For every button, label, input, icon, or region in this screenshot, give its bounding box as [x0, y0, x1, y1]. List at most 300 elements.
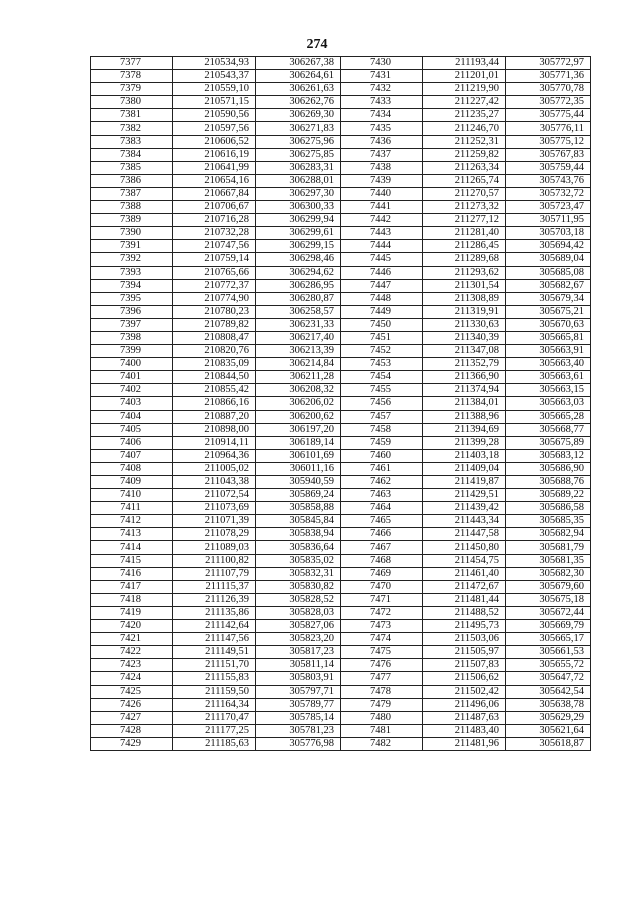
x-right-cell: 211419,87: [423, 476, 506, 489]
y-right-cell: 305661,53: [506, 646, 591, 659]
x-right-cell: 211450,80: [423, 541, 506, 554]
point-number-left-cell: 7409: [91, 476, 173, 489]
point-number-left-cell: 7405: [91, 423, 173, 436]
point-number-left-cell: 7404: [91, 410, 173, 423]
y-right-cell: 305621,64: [506, 724, 591, 737]
y-left-cell: 306283,31: [256, 161, 341, 174]
point-number-left-cell: 7384: [91, 148, 173, 161]
point-number-right-cell: 7481: [341, 724, 423, 737]
x-right-cell: 211330,63: [423, 318, 506, 331]
point-number-left-cell: 7414: [91, 541, 173, 554]
table-row: [91, 633, 591, 646]
table-row: [91, 410, 591, 423]
point-number-left-cell: 7416: [91, 567, 173, 580]
y-left-cell: 305811,14: [256, 659, 341, 672]
y-right-cell: 305679,34: [506, 292, 591, 305]
x-right-cell: 211366,90: [423, 371, 506, 384]
x-left-cell: 210774,90: [173, 292, 256, 305]
y-left-cell: 305832,31: [256, 567, 341, 580]
y-right-cell: 305732,72: [506, 187, 591, 200]
x-left-cell: 211151,70: [173, 659, 256, 672]
x-left-cell: 210571,15: [173, 96, 256, 109]
y-right-cell: 305663,61: [506, 371, 591, 384]
point-number-right-cell: 7479: [341, 698, 423, 711]
x-left-cell: 210597,56: [173, 122, 256, 135]
point-number-left-cell: 7417: [91, 580, 173, 593]
point-number-right-cell: 7447: [341, 279, 423, 292]
point-number-left-cell: 7412: [91, 515, 173, 528]
x-left-cell: 211005,02: [173, 462, 256, 475]
y-left-cell: 305789,77: [256, 698, 341, 711]
point-number-right-cell: 7473: [341, 620, 423, 633]
table-row: [91, 227, 591, 240]
x-right-cell: 211454,75: [423, 554, 506, 567]
x-left-cell: 210844,50: [173, 371, 256, 384]
point-number-right-cell: 7435: [341, 122, 423, 135]
x-left-cell: 210606,52: [173, 135, 256, 148]
x-right-cell: 211388,96: [423, 410, 506, 423]
x-right-cell: 211495,73: [423, 620, 506, 633]
x-right-cell: 211488,52: [423, 606, 506, 619]
x-left-cell: 211126,39: [173, 593, 256, 606]
point-number-left-cell: 7410: [91, 489, 173, 502]
y-left-cell: 306286,95: [256, 279, 341, 292]
point-number-left-cell: 7403: [91, 397, 173, 410]
table-row: [91, 724, 591, 737]
point-number-left-cell: 7429: [91, 737, 173, 750]
point-number-right-cell: 7472: [341, 606, 423, 619]
x-left-cell: 210772,37: [173, 279, 256, 292]
x-left-cell: 211135,86: [173, 606, 256, 619]
point-number-left-cell: 7393: [91, 266, 173, 279]
point-number-left-cell: 7391: [91, 240, 173, 253]
y-right-cell: 305681,79: [506, 541, 591, 554]
point-number-left-cell: 7395: [91, 292, 173, 305]
y-right-cell: 305679,60: [506, 580, 591, 593]
y-right-cell: 305772,97: [506, 57, 591, 70]
y-right-cell: 305665,17: [506, 633, 591, 646]
point-number-left-cell: 7377: [91, 57, 173, 70]
point-number-right-cell: 7460: [341, 449, 423, 462]
x-left-cell: 211185,63: [173, 737, 256, 750]
table-row: [91, 502, 591, 515]
point-number-left-cell: 7382: [91, 122, 173, 135]
table-row: [91, 515, 591, 528]
y-right-cell: 305703,18: [506, 227, 591, 240]
x-right-cell: 211384,01: [423, 397, 506, 410]
point-number-right-cell: 7464: [341, 502, 423, 515]
point-number-right-cell: 7444: [341, 240, 423, 253]
y-right-cell: 305672,44: [506, 606, 591, 619]
y-right-cell: 305682,67: [506, 279, 591, 292]
x-left-cell: 210820,76: [173, 345, 256, 358]
table-row: [91, 148, 591, 161]
coordinates-table: [90, 56, 591, 751]
y-left-cell: 305817,23: [256, 646, 341, 659]
coordinates-table-body: [91, 57, 591, 751]
table-row: [91, 476, 591, 489]
table-row: [91, 240, 591, 253]
x-left-cell: 210765,66: [173, 266, 256, 279]
y-left-cell: 305823,20: [256, 633, 341, 646]
table-row: [91, 646, 591, 659]
point-number-left-cell: 7428: [91, 724, 173, 737]
x-right-cell: 211270,57: [423, 187, 506, 200]
x-left-cell: 211142,64: [173, 620, 256, 633]
y-left-cell: 305828,52: [256, 593, 341, 606]
x-left-cell: 211170,47: [173, 711, 256, 724]
x-right-cell: 211496,06: [423, 698, 506, 711]
x-right-cell: 211293,62: [423, 266, 506, 279]
y-right-cell: 305775,12: [506, 135, 591, 148]
point-number-left-cell: 7396: [91, 305, 173, 318]
x-right-cell: 211340,39: [423, 331, 506, 344]
table-row: [91, 659, 591, 672]
table-row: [91, 462, 591, 475]
point-number-left-cell: 7387: [91, 187, 173, 200]
y-left-cell: 306297,30: [256, 187, 341, 200]
point-number-right-cell: 7452: [341, 345, 423, 358]
point-number-left-cell: 7402: [91, 384, 173, 397]
table-row: [91, 187, 591, 200]
table-row: [91, 528, 591, 541]
y-left-cell: 306213,39: [256, 345, 341, 358]
y-right-cell: 305675,18: [506, 593, 591, 606]
x-right-cell: 211308,89: [423, 292, 506, 305]
y-right-cell: 305618,87: [506, 737, 591, 750]
x-left-cell: 210641,99: [173, 161, 256, 174]
table-row: [91, 358, 591, 371]
x-right-cell: 211487,63: [423, 711, 506, 724]
y-right-cell: 305689,22: [506, 489, 591, 502]
x-right-cell: 211409,04: [423, 462, 506, 475]
table-row: [91, 672, 591, 685]
point-number-right-cell: 7449: [341, 305, 423, 318]
y-left-cell: 305836,64: [256, 541, 341, 554]
table-row: [91, 620, 591, 633]
point-number-right-cell: 7477: [341, 672, 423, 685]
x-left-cell: 210855,42: [173, 384, 256, 397]
x-right-cell: 211374,94: [423, 384, 506, 397]
x-left-cell: 211043,38: [173, 476, 256, 489]
x-right-cell: 211481,96: [423, 737, 506, 750]
point-number-right-cell: 7463: [341, 489, 423, 502]
x-left-cell: 210716,28: [173, 214, 256, 227]
y-left-cell: 305940,59: [256, 476, 341, 489]
table-row: [91, 593, 591, 606]
y-right-cell: 305689,04: [506, 253, 591, 266]
point-number-right-cell: 7440: [341, 187, 423, 200]
x-right-cell: 211399,28: [423, 436, 506, 449]
x-right-cell: 211227,42: [423, 96, 506, 109]
table-row: [91, 201, 591, 214]
point-number-left-cell: 7385: [91, 161, 173, 174]
point-number-right-cell: 7471: [341, 593, 423, 606]
x-left-cell: 210866,16: [173, 397, 256, 410]
point-number-right-cell: 7456: [341, 397, 423, 410]
point-number-right-cell: 7458: [341, 423, 423, 436]
x-left-cell: 211149,51: [173, 646, 256, 659]
y-left-cell: 305781,23: [256, 724, 341, 737]
x-left-cell: 211078,29: [173, 528, 256, 541]
point-number-right-cell: 7431: [341, 70, 423, 83]
point-number-left-cell: 7400: [91, 358, 173, 371]
table-row: [91, 449, 591, 462]
y-right-cell: 305663,91: [506, 345, 591, 358]
x-right-cell: 211286,45: [423, 240, 506, 253]
y-left-cell: 305803,91: [256, 672, 341, 685]
table-row: [91, 606, 591, 619]
point-number-left-cell: 7427: [91, 711, 173, 724]
x-left-cell: 210616,19: [173, 148, 256, 161]
point-number-right-cell: 7442: [341, 214, 423, 227]
x-left-cell: 210759,14: [173, 253, 256, 266]
y-left-cell: 306280,87: [256, 292, 341, 305]
y-right-cell: 305663,15: [506, 384, 591, 397]
y-right-cell: 305665,28: [506, 410, 591, 423]
y-left-cell: 305797,71: [256, 685, 341, 698]
table-row: [91, 345, 591, 358]
table-row: [91, 135, 591, 148]
x-right-cell: 211481,44: [423, 593, 506, 606]
y-right-cell: 305772,35: [506, 96, 591, 109]
y-right-cell: 305681,35: [506, 554, 591, 567]
y-right-cell: 305686,58: [506, 502, 591, 515]
point-number-right-cell: 7470: [341, 580, 423, 593]
point-number-left-cell: 7419: [91, 606, 173, 619]
x-right-cell: 211219,90: [423, 83, 506, 96]
point-number-left-cell: 7407: [91, 449, 173, 462]
y-left-cell: 306101,69: [256, 449, 341, 462]
table-row: [91, 96, 591, 109]
point-number-left-cell: 7390: [91, 227, 173, 240]
y-right-cell: 305663,03: [506, 397, 591, 410]
y-right-cell: 305669,79: [506, 620, 591, 633]
point-number-left-cell: 7425: [91, 685, 173, 698]
y-left-cell: 306011,16: [256, 462, 341, 475]
x-left-cell: 210964,36: [173, 449, 256, 462]
point-number-right-cell: 7434: [341, 109, 423, 122]
x-right-cell: 211259,82: [423, 148, 506, 161]
table-row: [91, 57, 591, 70]
point-number-left-cell: 7398: [91, 331, 173, 344]
point-number-right-cell: 7443: [341, 227, 423, 240]
x-left-cell: 211115,37: [173, 580, 256, 593]
y-left-cell: 306264,61: [256, 70, 341, 83]
x-left-cell: 210732,28: [173, 227, 256, 240]
table-row: [91, 685, 591, 698]
y-left-cell: 306258,57: [256, 305, 341, 318]
x-right-cell: 211443,34: [423, 515, 506, 528]
y-left-cell: 306267,38: [256, 57, 341, 70]
x-left-cell: 211164,34: [173, 698, 256, 711]
x-right-cell: 211252,31: [423, 135, 506, 148]
x-right-cell: 211502,42: [423, 685, 506, 698]
point-number-left-cell: 7401: [91, 371, 173, 384]
point-number-right-cell: 7457: [341, 410, 423, 423]
y-right-cell: 305688,76: [506, 476, 591, 489]
point-number-left-cell: 7399: [91, 345, 173, 358]
y-left-cell: 306300,33: [256, 201, 341, 214]
x-left-cell: 210654,16: [173, 174, 256, 187]
point-number-left-cell: 7383: [91, 135, 173, 148]
y-left-cell: 306299,61: [256, 227, 341, 240]
y-right-cell: 305638,78: [506, 698, 591, 711]
y-right-cell: 305682,30: [506, 567, 591, 580]
point-number-left-cell: 7408: [91, 462, 173, 475]
x-right-cell: 211265,74: [423, 174, 506, 187]
point-number-right-cell: 7438: [341, 161, 423, 174]
point-number-left-cell: 7381: [91, 109, 173, 122]
table-row: [91, 331, 591, 344]
point-number-left-cell: 7411: [91, 502, 173, 515]
x-left-cell: 211089,03: [173, 541, 256, 554]
y-left-cell: 305830,82: [256, 580, 341, 593]
y-left-cell: 306197,20: [256, 423, 341, 436]
y-right-cell: 305775,44: [506, 109, 591, 122]
point-number-left-cell: 7397: [91, 318, 173, 331]
point-number-right-cell: 7474: [341, 633, 423, 646]
point-number-left-cell: 7394: [91, 279, 173, 292]
point-number-right-cell: 7451: [341, 331, 423, 344]
table-row: [91, 541, 591, 554]
x-right-cell: 211352,79: [423, 358, 506, 371]
x-left-cell: 211100,82: [173, 554, 256, 567]
point-number-right-cell: 7480: [341, 711, 423, 724]
point-number-right-cell: 7430: [341, 57, 423, 70]
x-right-cell: 211507,83: [423, 659, 506, 672]
y-left-cell: 306200,62: [256, 410, 341, 423]
x-right-cell: 211439,42: [423, 502, 506, 515]
table-row: [91, 737, 591, 750]
point-number-left-cell: 7413: [91, 528, 173, 541]
y-right-cell: 305655,72: [506, 659, 591, 672]
point-number-left-cell: 7418: [91, 593, 173, 606]
y-right-cell: 305663,40: [506, 358, 591, 371]
y-left-cell: 305838,94: [256, 528, 341, 541]
y-right-cell: 305723,47: [506, 201, 591, 214]
y-left-cell: 305827,06: [256, 620, 341, 633]
x-right-cell: 211319,91: [423, 305, 506, 318]
x-left-cell: 210590,56: [173, 109, 256, 122]
x-right-cell: 211503,06: [423, 633, 506, 646]
table-row: [91, 397, 591, 410]
y-left-cell: 306288,01: [256, 174, 341, 187]
y-left-cell: 305858,88: [256, 502, 341, 515]
point-number-right-cell: 7465: [341, 515, 423, 528]
point-number-right-cell: 7437: [341, 148, 423, 161]
point-number-right-cell: 7436: [341, 135, 423, 148]
point-number-right-cell: 7453: [341, 358, 423, 371]
table-row: [91, 305, 591, 318]
table-row: [91, 711, 591, 724]
y-left-cell: 306262,76: [256, 96, 341, 109]
x-left-cell: 211147,56: [173, 633, 256, 646]
x-left-cell: 210747,56: [173, 240, 256, 253]
x-left-cell: 211177,25: [173, 724, 256, 737]
y-left-cell: 306275,85: [256, 148, 341, 161]
y-right-cell: 305685,08: [506, 266, 591, 279]
x-right-cell: 211394,69: [423, 423, 506, 436]
y-left-cell: 305828,03: [256, 606, 341, 619]
point-number-left-cell: 7392: [91, 253, 173, 266]
x-left-cell: 210789,82: [173, 318, 256, 331]
table-row: [91, 214, 591, 227]
point-number-right-cell: 7476: [341, 659, 423, 672]
y-right-cell: 305767,83: [506, 148, 591, 161]
y-right-cell: 305683,12: [506, 449, 591, 462]
point-number-right-cell: 7446: [341, 266, 423, 279]
y-right-cell: 305647,72: [506, 672, 591, 685]
table-row: [91, 161, 591, 174]
y-left-cell: 305776,98: [256, 737, 341, 750]
y-right-cell: 305629,29: [506, 711, 591, 724]
point-number-left-cell: 7424: [91, 672, 173, 685]
table-row: [91, 174, 591, 187]
x-right-cell: 211281,40: [423, 227, 506, 240]
x-right-cell: 211273,32: [423, 201, 506, 214]
x-right-cell: 211461,40: [423, 567, 506, 580]
x-right-cell: 211429,51: [423, 489, 506, 502]
y-left-cell: 306214,84: [256, 358, 341, 371]
point-number-right-cell: 7432: [341, 83, 423, 96]
y-left-cell: 306211,28: [256, 371, 341, 384]
y-left-cell: 306271,83: [256, 122, 341, 135]
y-right-cell: 305685,35: [506, 515, 591, 528]
x-left-cell: 210559,10: [173, 83, 256, 96]
point-number-right-cell: 7454: [341, 371, 423, 384]
y-left-cell: 306206,02: [256, 397, 341, 410]
point-number-right-cell: 7466: [341, 528, 423, 541]
point-number-left-cell: 7389: [91, 214, 173, 227]
x-left-cell: 210780,23: [173, 305, 256, 318]
point-number-left-cell: 7386: [91, 174, 173, 187]
x-left-cell: 210887,20: [173, 410, 256, 423]
x-right-cell: 211472,67: [423, 580, 506, 593]
x-left-cell: 210808,47: [173, 331, 256, 344]
table-row: [91, 489, 591, 502]
y-left-cell: 306208,32: [256, 384, 341, 397]
x-right-cell: 211263,34: [423, 161, 506, 174]
y-right-cell: 305675,21: [506, 305, 591, 318]
table-row: [91, 371, 591, 384]
y-right-cell: 305771,36: [506, 70, 591, 83]
x-right-cell: 211506,62: [423, 672, 506, 685]
point-number-left-cell: 7420: [91, 620, 173, 633]
x-right-cell: 211235,27: [423, 109, 506, 122]
point-number-right-cell: 7448: [341, 292, 423, 305]
point-number-right-cell: 7461: [341, 462, 423, 475]
y-left-cell: 306275,96: [256, 135, 341, 148]
point-number-right-cell: 7441: [341, 201, 423, 214]
x-right-cell: 211193,44: [423, 57, 506, 70]
point-number-right-cell: 7459: [341, 436, 423, 449]
y-left-cell: 306231,33: [256, 318, 341, 331]
point-number-left-cell: 7406: [91, 436, 173, 449]
point-number-right-cell: 7450: [341, 318, 423, 331]
x-right-cell: 211403,18: [423, 449, 506, 462]
table-row: [91, 580, 591, 593]
table-row: [91, 109, 591, 122]
point-number-right-cell: 7439: [341, 174, 423, 187]
y-left-cell: 306217,40: [256, 331, 341, 344]
table-row: [91, 567, 591, 580]
x-right-cell: 211347,08: [423, 345, 506, 358]
table-row: [91, 266, 591, 279]
y-right-cell: 305665,81: [506, 331, 591, 344]
y-right-cell: 305686,90: [506, 462, 591, 475]
x-left-cell: 211072,54: [173, 489, 256, 502]
